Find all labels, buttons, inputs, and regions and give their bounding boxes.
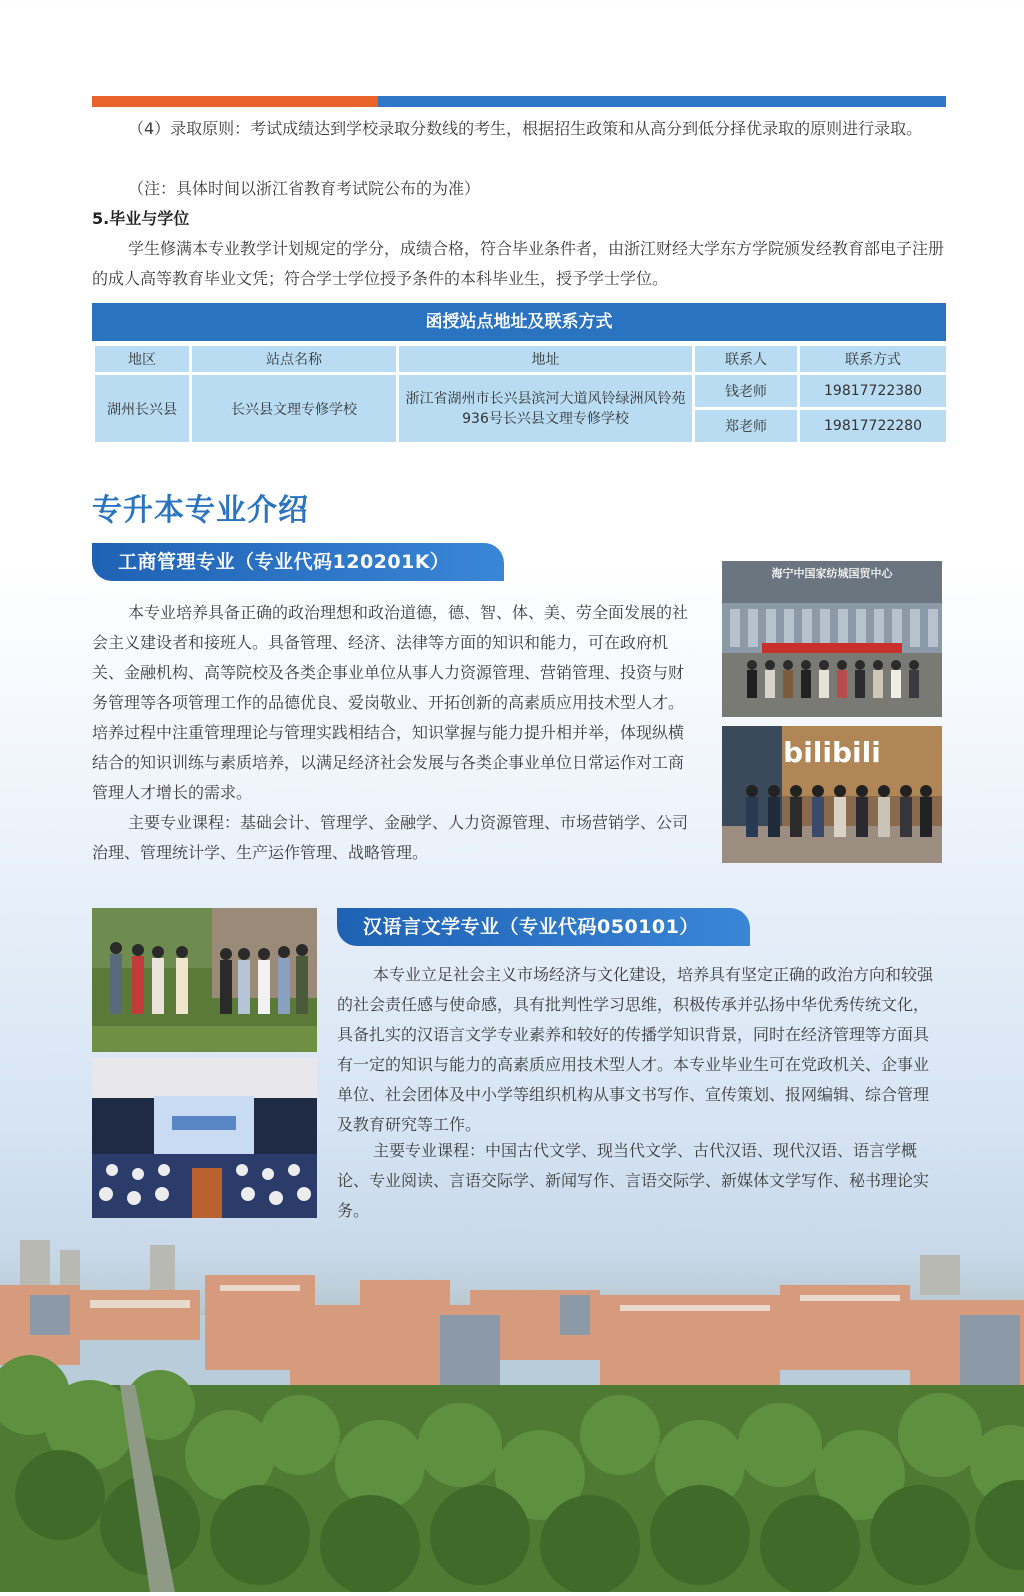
header-site-name: 站点名称 (191, 345, 398, 374)
cell-contact-phone: 19817722380 (799, 374, 948, 409)
header-address: 地址 (398, 345, 694, 374)
major2-title-ribbon: 汉语言文学专业（专业代码050101） (337, 908, 750, 946)
header-region: 地区 (94, 345, 191, 374)
major1-photo1-sign: 海宁中国家纺城国贸中心 (771, 567, 893, 580)
graduation-heading: 5.毕业与学位 (92, 209, 190, 228)
cell-contact-name: 钱老师 (694, 374, 799, 409)
top-bar-orange (92, 96, 378, 107)
major1-title-ribbon: 工商管理专业（专业代码120201K） (92, 543, 504, 581)
table-row (94, 374, 948, 409)
cell-address: 浙江省湖州市长兴县滨河大道风铃绿洲风铃苑936号长兴县文理专修学校 (398, 374, 694, 444)
table-header-row (94, 345, 948, 374)
major2-photo-seminar (92, 1058, 317, 1218)
admission-rule: （4）录取原则：考试成绩达到学校录取分数线的考生，根据招生政策和从高分到低分择优录取的原则进行录取。 (128, 119, 923, 138)
top-bar-blue (378, 96, 946, 107)
major2-courses: 主要专业课程：中国古代文学、现当代文学、古代汉语、现代汉语、语言学概论、专业阅读、言语交际学、新闻写作、言语交际学、新媒体文学写作、秘书理论实务。 (337, 1141, 930, 1220)
header-contact-phone: 联系方式 (799, 345, 948, 374)
cell-region: 湖州长兴县 (94, 374, 191, 444)
major2-description: 本专业立足社会主义市场经济与文化建设，培养具有坚定正确的政治方向和较强的社会责任感与使命感，具有批判性学习思维，积极传承并弘扬中华优秀传统文化，具备扎实的汉语言文学专业素养和较好的传播学知识背景，同时在经济管理等方面具有一定的知识与能力的高素质应用技术型人才。本专业毕业生可在党政机关、企事业单位、社会团体及中小学等组织机构从事文书写作、宣传策划、报网编辑、综合管理及教育研究等工作。 (337, 965, 934, 1134)
header-contact-person: 联系人 (694, 345, 799, 374)
graduation-text: 学生修满本专业教学计划规定的学分，成绩合格，符合毕业条件者，由浙江财经大学东方学院颁发经教育部电子注册的成人高等教育毕业文凭；符合学士学位授予条件的本科毕业生，授予学士学位。 (92, 239, 945, 288)
major1-courses: 主要专业课程：基础会计、管理学、金融学、人力资源管理、市场营销学、公司治理、管理统计学、生产运作管理、战略管理。 (92, 813, 689, 862)
cell-contact-name: 郑老师 (694, 409, 799, 444)
major1-photo-trade-center (722, 561, 942, 717)
campus-aerial-image (0, 1235, 1024, 1592)
major1-description: 本专业培养具备正确的政治理想和政治道德，德、智、体、美、劳全面发展的社会主义建设者和接班人。具备管理、经济、法律等方面的知识和能力，可在政府机关、金融机构、高等院校及各类企事业单位从事人力资源管理、营销管理、投资与财务管理等各项管理工作的品德优良、爱岗敬业、开拓创新的高素质应用技术型人才。培养过程中注重管理理论与管理实践相结合，知识掌握与能力提升相并举，体现纵横结合的知识训练与素质培养，以满足经济社会发展与各类企事业单位日常运作对工商管理人才增长的需求。 (92, 603, 689, 802)
admission-note: （注：具体时间以浙江省教育考试院公布的为准） (128, 179, 481, 198)
major1-photo-bilibili (722, 726, 942, 863)
cell-contact-phone: 19817722280 (799, 409, 948, 444)
top-color-bar (92, 96, 946, 107)
sites-table (92, 343, 949, 445)
cell-site-name: 长兴县文理专修学校 (191, 374, 398, 444)
bilibili-logo-text: bilibili (783, 736, 881, 769)
major2-photo-group (92, 908, 317, 1052)
intro-title: 专升本专业介绍 (92, 493, 309, 528)
sites-table-title: 函授站点地址及联系方式 (92, 303, 946, 341)
